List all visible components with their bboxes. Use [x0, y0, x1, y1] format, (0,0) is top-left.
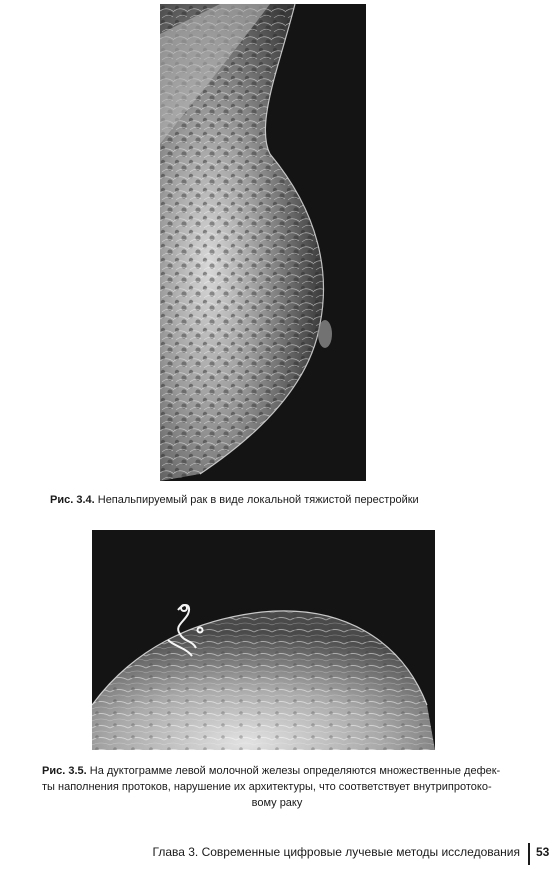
figure-3-4-caption	[50, 492, 510, 508]
footer-divider	[528, 843, 530, 865]
mammogram-illustration	[160, 4, 366, 481]
figure-3-5-line-1	[42, 763, 512, 779]
page-number: 53	[536, 845, 550, 859]
ductogram-image-fig-3-5	[92, 530, 435, 750]
figure-3-5-text-1: На дуктограмме левой молочной железы определяются множественные дефек-	[89, 765, 501, 777]
ductogram-illustration	[92, 530, 435, 750]
page-footer	[150, 843, 550, 865]
figure-3-5-caption	[42, 763, 512, 811]
mammogram-image-fig-3-4	[160, 4, 366, 481]
figure-3-5-label: Рис. 3.5.	[42, 765, 87, 777]
chapter-title: Глава 3. Современные цифровые лучевые методы исследования	[152, 845, 520, 859]
figure-3-4-text: Непальпируемый рак в виде локальной тяжистой перестройки	[97, 494, 419, 506]
figure-3-5-line-2: ты наполнения протоков, нарушение их архитектуры, что соответствует внутрипротоко-	[42, 781, 492, 793]
figure-3-4-label: Рис. 3.4.	[50, 494, 95, 506]
figure-3-5-line-3: вому раку	[251, 797, 303, 809]
